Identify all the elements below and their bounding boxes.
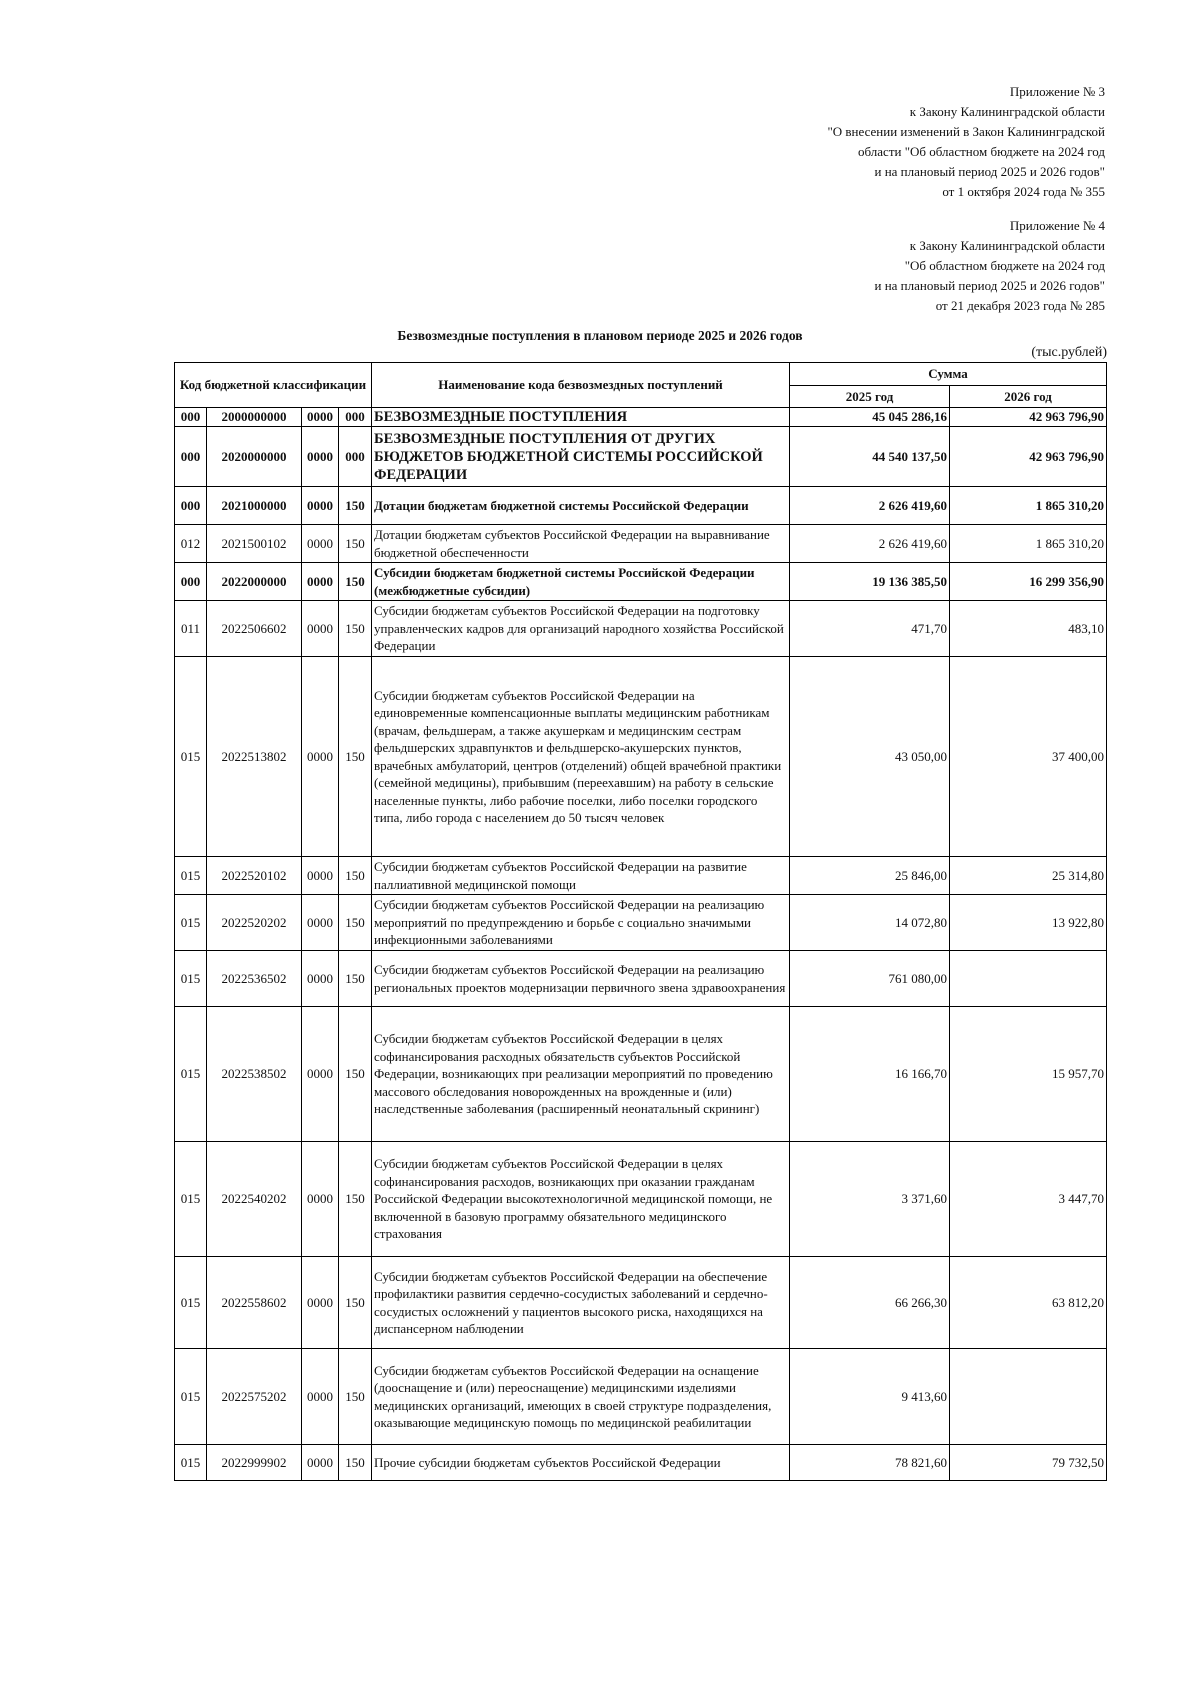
cell-income-code: 2021000000 (207, 487, 302, 525)
cell-name: Субсидии бюджетам субъектов Российской Федерации на обеспечение профилактики развития сердечно-сосудистых заболеваний и сердечно-сосудистых осложнений у пациентов высокого риска, находящихся на диспансерном наблюдении (372, 1257, 790, 1349)
cell-sum-2026: 1 865 310,20 (950, 487, 1107, 525)
cell-admin-code: 000 (175, 427, 207, 487)
cell-sum-2026: 13 922,80 (950, 895, 1107, 951)
header-code: Код бюджетной классификации (175, 363, 372, 408)
cell-name: Субсидии бюджетам субъектов Российской Федерации в целях софинансирования расходных обязательств субъектов Российской Федерации, возникающих при реализации мероприятий по проведению массового обследования новорожденных на врожденные и (или) наследственные заболевания (расширенный неонатальный скрининг) (372, 1007, 790, 1142)
cell-admin-code: 015 (175, 1007, 207, 1142)
cell-name: Субсидии бюджетам субъектов Российской Федерации в целях софинансирования расходов, возникающих при оказании гражданам Российской Федерации высокотехнологичной медицинской помощи, не включенной в базовую программу обязательного медицинского страхования (372, 1142, 790, 1257)
cell-subtype-code: 0000 (302, 525, 339, 563)
cell-subtype-code: 0000 (302, 857, 339, 895)
cell-name: Субсидии бюджетам субъектов Российской Федерации на оснащение (дооснащение и (или) переоснащение) медицинскими изделиями медицинских организаций, имеющих в своей структуре подразделения, оказывающие медицинскую помощь по медицинской реабилитации (372, 1349, 790, 1445)
cell-name: Дотации бюджетам бюджетной системы Российской Федерации (372, 487, 790, 525)
appendix-4-line: от 21 декабря 2023 года № 285 (935, 298, 1105, 313)
cell-kosgu-code: 150 (339, 951, 372, 1007)
cell-name: БЕЗВОЗМЕЗДНЫЕ ПОСТУПЛЕНИЯ ОТ ДРУГИХ БЮДЖЕТОВ БЮДЖЕТНОЙ СИСТЕМЫ РОССИЙСКОЙ ФЕДЕРАЦИИ (372, 427, 790, 487)
cell-subtype-code: 0000 (302, 563, 339, 601)
cell-sum-2025: 14 072,80 (790, 895, 950, 951)
cell-income-code: 2021500102 (207, 525, 302, 563)
table-row (175, 951, 1107, 1007)
cell-admin-code: 000 (175, 408, 207, 427)
appendix-4-line: "Об областном бюджете на 2024 год (904, 258, 1105, 273)
cell-sum-2026: 42 963 796,90 (950, 408, 1107, 427)
cell-income-code: 2022999902 (207, 1445, 302, 1481)
cell-admin-code: 000 (175, 487, 207, 525)
cell-subtype-code: 0000 (302, 657, 339, 857)
cell-kosgu-code: 150 (339, 895, 372, 951)
table-row (175, 1445, 1107, 1481)
cell-sum-2025: 2 626 419,60 (790, 525, 950, 563)
cell-subtype-code: 0000 (302, 1349, 339, 1445)
cell-admin-code: 012 (175, 525, 207, 563)
cell-income-code: 2022536502 (207, 951, 302, 1007)
cell-subtype-code: 0000 (302, 951, 339, 1007)
cell-admin-code: 015 (175, 1142, 207, 1257)
cell-kosgu-code: 150 (339, 1257, 372, 1349)
cell-income-code: 2000000000 (207, 408, 302, 427)
cell-subtype-code: 0000 (302, 1257, 339, 1349)
cell-admin-code: 015 (175, 857, 207, 895)
table-row (175, 525, 1107, 563)
cell-subtype-code: 0000 (302, 427, 339, 487)
cell-name: Субсидии бюджетам субъектов Российской Федерации на реализацию региональных проектов модернизации первичного звена здравоохранения (372, 951, 790, 1007)
cell-sum-2026: 42 963 796,90 (950, 427, 1107, 487)
cell-sum-2025: 25 846,00 (790, 857, 950, 895)
cell-name: Прочие субсидии бюджетам субъектов Российской Федерации (372, 1445, 790, 1481)
cell-subtype-code: 0000 (302, 895, 339, 951)
cell-sum-2025: 16 166,70 (790, 1007, 950, 1142)
cell-kosgu-code: 150 (339, 657, 372, 857)
cell-sum-2026: 79 732,50 (950, 1445, 1107, 1481)
table-row (175, 601, 1107, 657)
appendix-3-line: от 1 октября 2024 года № 355 (942, 184, 1105, 199)
cell-sum-2025: 761 080,00 (790, 951, 950, 1007)
appendix-4-header (874, 216, 1105, 316)
cell-name: Субсидии бюджетам субъектов Российской Федерации на реализацию мероприятий по предупреждению и борьбе с социально значимыми инфекционными заболеваниями (372, 895, 790, 951)
table-row (175, 408, 1107, 427)
cell-kosgu-code: 150 (339, 1349, 372, 1445)
appendix-4-line: к Закону Калининградской области (909, 238, 1105, 253)
table-row (175, 895, 1107, 951)
units-label: (тыс.рублей) (1031, 345, 1107, 360)
appendix-4-line: и на плановый период 2025 и 2026 годов" (874, 278, 1105, 293)
cell-sum-2026: 483,10 (950, 601, 1107, 657)
cell-admin-code: 015 (175, 951, 207, 1007)
cell-sum-2026 (950, 1349, 1107, 1445)
header-sum: Сумма (790, 363, 1107, 386)
cell-income-code: 2022540202 (207, 1142, 302, 1257)
cell-sum-2026: 16 299 356,90 (950, 563, 1107, 601)
table-row (175, 487, 1107, 525)
table-row (175, 563, 1107, 601)
cell-sum-2026: 3 447,70 (950, 1142, 1107, 1257)
cell-sum-2025: 3 371,60 (790, 1142, 950, 1257)
cell-sum-2026: 37 400,00 (950, 657, 1107, 857)
cell-sum-2025: 45 045 286,16 (790, 408, 950, 427)
cell-name: БЕЗВОЗМЕЗДНЫЕ ПОСТУПЛЕНИЯ (372, 408, 790, 427)
header-name: Наименование кода безвозмездных поступлений (372, 363, 790, 408)
header-year-2025: 2025 год (790, 385, 950, 408)
cell-sum-2025: 44 540 137,50 (790, 427, 950, 487)
cell-sum-2025: 78 821,60 (790, 1445, 950, 1481)
cell-admin-code: 015 (175, 895, 207, 951)
cell-subtype-code: 0000 (302, 408, 339, 427)
table-body (175, 408, 1107, 1481)
table-row (175, 1257, 1107, 1349)
cell-name: Субсидии бюджетам субъектов Российской Федерации на подготовку управленческих кадров для организаций народного хозяйства Российской Федерации (372, 601, 790, 657)
cell-sum-2025: 2 626 419,60 (790, 487, 950, 525)
appendix-3-header (827, 82, 1105, 202)
cell-sum-2026: 25 314,80 (950, 857, 1107, 895)
appendix-3-line: и на плановый период 2025 и 2026 годов" (874, 164, 1105, 179)
table-row (175, 427, 1107, 487)
cell-kosgu-code: 150 (339, 525, 372, 563)
cell-income-code: 2022506602 (207, 601, 302, 657)
cell-subtype-code: 0000 (302, 1142, 339, 1257)
cell-kosgu-code: 150 (339, 857, 372, 895)
cell-kosgu-code: 150 (339, 601, 372, 657)
cell-sum-2026: 63 812,20 (950, 1257, 1107, 1349)
cell-admin-code: 015 (175, 657, 207, 857)
cell-name: Дотации бюджетам субъектов Российской Федерации на выравнивание бюджетной обеспеченности (372, 525, 790, 563)
cell-name: Субсидии бюджетам субъектов Российской Федерации на единовременные компенсационные выплаты медицинским работникам (врачам, фельдшерам, а также акушеркам и медицинским сестрам фельдшерских здравпунктов и фельдшерско-акушерских пунктов, врачебных амбулаторий, центров (отделений) общей врачебной практики (семейной медицины), прибывшим (переехавшим) на работу в сельские населенные пункты, либо рабочие поселки, либо поселки городского типа, либо города с населением до 50 тысяч человек (372, 657, 790, 857)
cell-income-code: 2022513802 (207, 657, 302, 857)
cell-sum-2025: 19 136 385,50 (790, 563, 950, 601)
appendix-3-line: области "Об областном бюджете на 2024 год (858, 144, 1105, 159)
cell-sum-2026: 15 957,70 (950, 1007, 1107, 1142)
cell-income-code: 2022575202 (207, 1349, 302, 1445)
cell-kosgu-code: 150 (339, 487, 372, 525)
cell-income-code: 2022538502 (207, 1007, 302, 1142)
appendix-4-line: Приложение № 4 (1009, 218, 1105, 233)
table-row (175, 657, 1107, 857)
cell-sum-2026: 1 865 310,20 (950, 525, 1107, 563)
cell-admin-code: 015 (175, 1257, 207, 1349)
cell-income-code: 2022520202 (207, 895, 302, 951)
cell-sum-2025: 9 413,60 (790, 1349, 950, 1445)
budget-table (174, 362, 1107, 1481)
cell-income-code: 2022520102 (207, 857, 302, 895)
cell-admin-code: 011 (175, 601, 207, 657)
table-row (175, 1142, 1107, 1257)
table-row (175, 1349, 1107, 1445)
cell-sum-2026 (950, 951, 1107, 1007)
cell-kosgu-code: 000 (339, 408, 372, 427)
cell-income-code: 2022000000 (207, 563, 302, 601)
cell-sum-2025: 43 050,00 (790, 657, 950, 857)
appendix-3-line: Приложение № 3 (1009, 84, 1105, 99)
document-title: Безвозмездные поступления в плановом периоде 2025 и 2026 годов (397, 328, 803, 343)
cell-kosgu-code: 150 (339, 563, 372, 601)
cell-name: Субсидии бюджетам бюджетной системы Российской Федерации (межбюджетные субсидии) (372, 563, 790, 601)
table-row (175, 857, 1107, 895)
cell-kosgu-code: 150 (339, 1007, 372, 1142)
cell-admin-code: 015 (175, 1349, 207, 1445)
cell-admin-code: 015 (175, 1445, 207, 1481)
cell-income-code: 2020000000 (207, 427, 302, 487)
cell-admin-code: 000 (175, 563, 207, 601)
cell-income-code: 2022558602 (207, 1257, 302, 1349)
table-row (175, 1007, 1107, 1142)
cell-kosgu-code: 150 (339, 1142, 372, 1257)
cell-sum-2025: 471,70 (790, 601, 950, 657)
cell-subtype-code: 0000 (302, 487, 339, 525)
cell-kosgu-code: 000 (339, 427, 372, 487)
appendix-3-line: к Закону Калининградской области (909, 104, 1105, 119)
header-year-2026: 2026 год (950, 385, 1107, 408)
appendix-3-line: "О внесении изменений в Закон Калининградской (827, 124, 1105, 139)
cell-name: Субсидии бюджетам субъектов Российской Федерации на развитие паллиативной медицинской помощи (372, 857, 790, 895)
cell-kosgu-code: 150 (339, 1445, 372, 1481)
cell-subtype-code: 0000 (302, 601, 339, 657)
cell-sum-2025: 66 266,30 (790, 1257, 950, 1349)
cell-subtype-code: 0000 (302, 1007, 339, 1142)
cell-subtype-code: 0000 (302, 1445, 339, 1481)
